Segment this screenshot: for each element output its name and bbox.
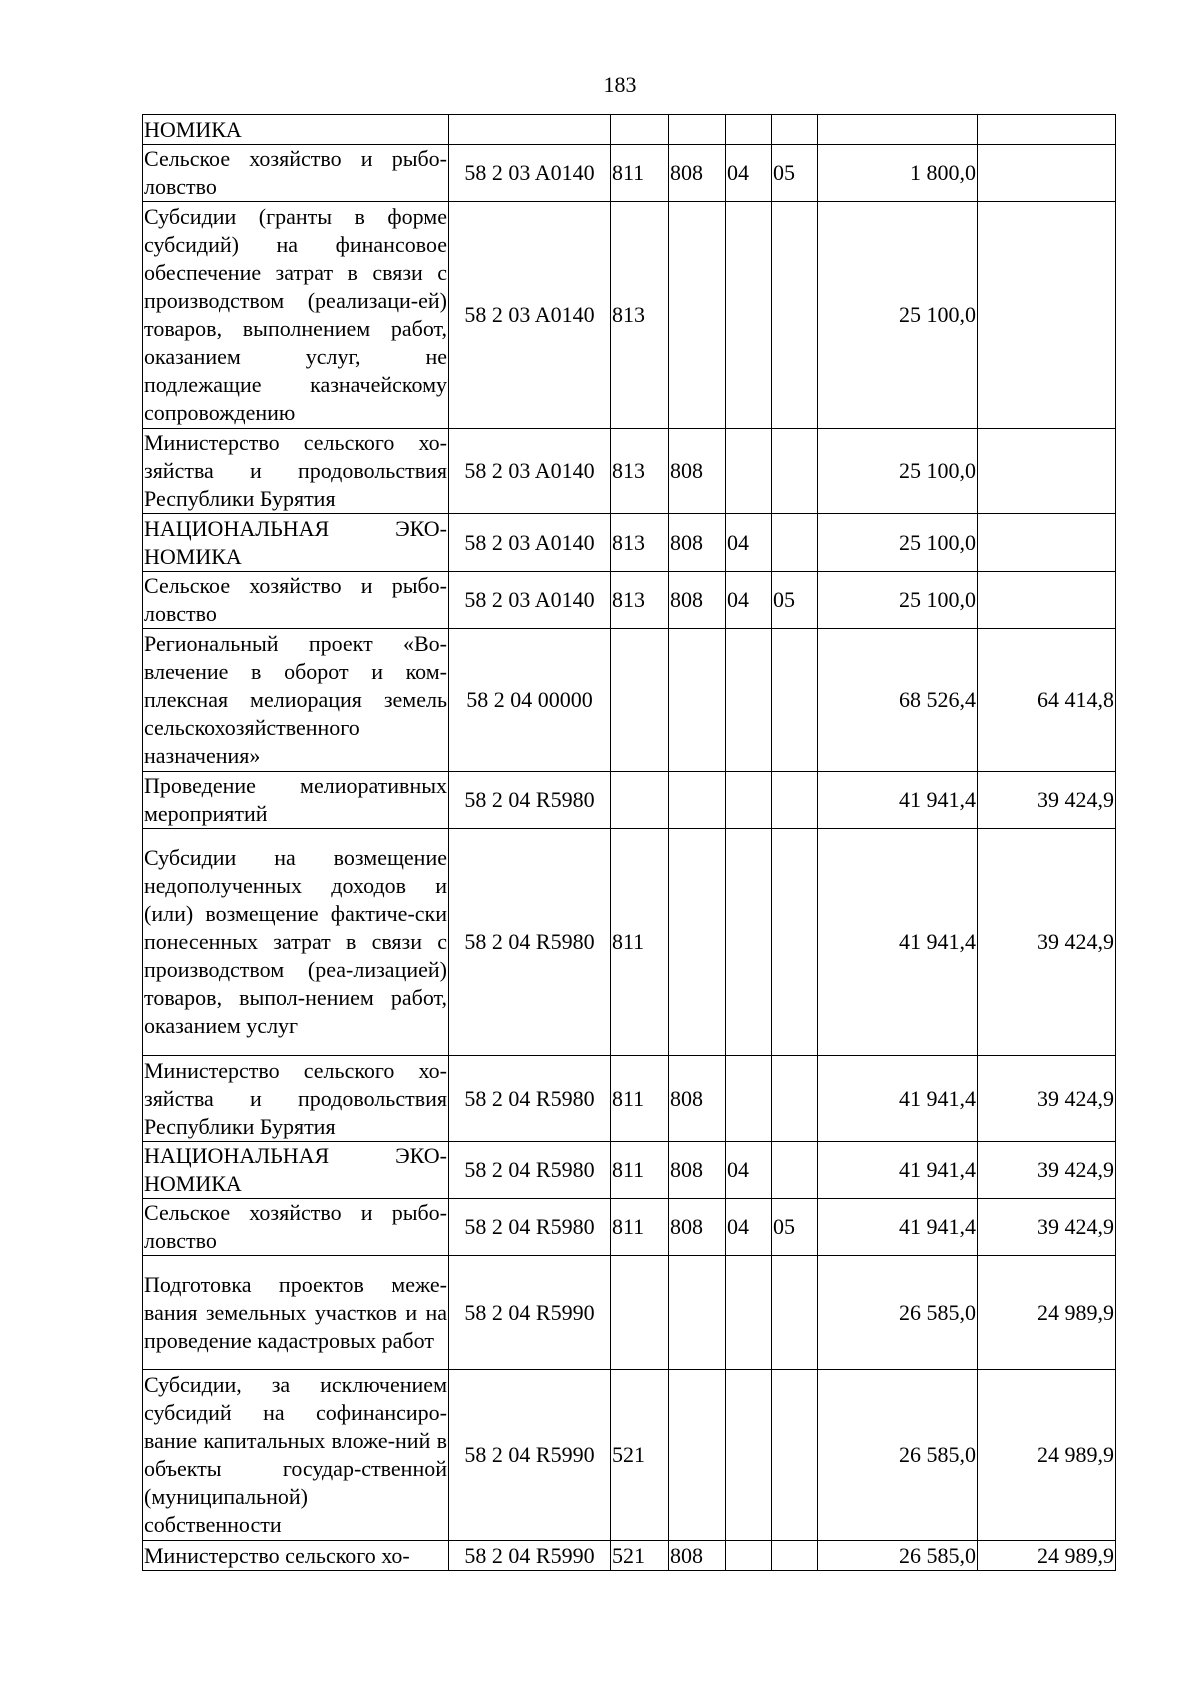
cell-subsection bbox=[772, 1056, 818, 1142]
cell-administrator bbox=[669, 629, 726, 772]
cell-target-article: 58 2 04 R5980 bbox=[449, 772, 611, 829]
cell-target-article: 58 2 03 A0140 bbox=[449, 514, 611, 572]
cell-name: Сельское хозяйство и рыбо-ловство bbox=[143, 145, 449, 202]
cell-amount-2 bbox=[978, 115, 1116, 145]
cell-expense-type: 811 bbox=[611, 1142, 669, 1199]
cell-target-article: 58 2 04 R5990 bbox=[449, 1256, 611, 1370]
cell-administrator: 808 bbox=[669, 1541, 726, 1571]
table-row bbox=[143, 1056, 1116, 1142]
cell-target-article: 58 2 04 R5990 bbox=[449, 1370, 611, 1541]
cell-expense-type: 813 bbox=[611, 429, 669, 514]
cell-section bbox=[726, 1370, 772, 1541]
cell-subsection bbox=[772, 1541, 818, 1571]
cell-amount-2: 39 424,9 bbox=[978, 1056, 1116, 1142]
cell-name: Субсидии (гранты в форме субсидий) на финансовое обеспечение затрат в связи с производством (реализаци-ей) товаров, выполнением работ, оказанием услуг, не подлежащие казначейскому сопровождению bbox=[143, 202, 449, 429]
table-row bbox=[143, 1370, 1116, 1541]
cell-amount-1: 68 526,4 bbox=[818, 629, 978, 772]
cell-name: Министерство сельского хо-зяйства и продовольствия Республики Бурятия bbox=[143, 1056, 449, 1142]
cell-amount-1: 26 585,0 bbox=[818, 1541, 978, 1571]
table-row bbox=[143, 1541, 1116, 1571]
cell-administrator: 808 bbox=[669, 1142, 726, 1199]
table-row bbox=[143, 115, 1116, 145]
cell-name: НАЦИОНАЛЬНАЯ ЭКО-НОМИКА bbox=[143, 514, 449, 572]
table-body bbox=[143, 115, 1116, 1571]
cell-subsection bbox=[772, 115, 818, 145]
cell-expense-type: 811 bbox=[611, 829, 669, 1056]
cell-expense-type: 811 bbox=[611, 1056, 669, 1142]
cell-subsection bbox=[772, 829, 818, 1056]
cell-amount-1: 41 941,4 bbox=[818, 772, 978, 829]
cell-subsection bbox=[772, 1256, 818, 1370]
cell-expense-type: 813 bbox=[611, 202, 669, 429]
cell-administrator: 808 bbox=[669, 514, 726, 572]
cell-section: 04 bbox=[726, 572, 772, 629]
cell-target-article: 58 2 03 A0140 bbox=[449, 429, 611, 514]
cell-expense-type bbox=[611, 772, 669, 829]
cell-section bbox=[726, 629, 772, 772]
cell-expense-type bbox=[611, 115, 669, 145]
cell-section: 04 bbox=[726, 514, 772, 572]
cell-expense-type: 813 bbox=[611, 572, 669, 629]
cell-target-article: 58 2 04 00000 bbox=[449, 629, 611, 772]
cell-name: Субсидии на возмещение недополученных доходов и (или) возмещение фактиче-ски понесенных затрат в связи с производством (реа-лизацией) товаров, выпол-нением работ, оказанием услуг bbox=[143, 829, 449, 1056]
table-row bbox=[143, 145, 1116, 202]
cell-section bbox=[726, 115, 772, 145]
cell-expense-type: 521 bbox=[611, 1370, 669, 1541]
cell-target-article: 58 2 04 R5980 bbox=[449, 1199, 611, 1256]
cell-section bbox=[726, 1541, 772, 1571]
cell-amount-2: 24 989,9 bbox=[978, 1370, 1116, 1541]
cell-name: Проведение мелиоративных мероприятий bbox=[143, 772, 449, 829]
table-row bbox=[143, 772, 1116, 829]
cell-administrator: 808 bbox=[669, 1056, 726, 1142]
cell-administrator bbox=[669, 202, 726, 429]
cell-amount-2: 39 424,9 bbox=[978, 772, 1116, 829]
cell-name: НОМИКА bbox=[143, 115, 449, 145]
cell-amount-1: 41 941,4 bbox=[818, 1056, 978, 1142]
cell-target-article: 58 2 04 R5980 bbox=[449, 829, 611, 1056]
cell-target-article: 58 2 03 A0140 bbox=[449, 145, 611, 202]
cell-amount-1: 25 100,0 bbox=[818, 572, 978, 629]
table-row bbox=[143, 429, 1116, 514]
table-row bbox=[143, 1199, 1116, 1256]
cell-section: 04 bbox=[726, 145, 772, 202]
cell-amount-2: 24 989,9 bbox=[978, 1541, 1116, 1571]
cell-expense-type: 813 bbox=[611, 514, 669, 572]
cell-name: НАЦИОНАЛЬНАЯ ЭКО-НОМИКА bbox=[143, 1142, 449, 1199]
cell-amount-2: 39 424,9 bbox=[978, 1142, 1116, 1199]
cell-amount-2 bbox=[978, 429, 1116, 514]
cell-amount-1: 41 941,4 bbox=[818, 1142, 978, 1199]
cell-expense-type bbox=[611, 629, 669, 772]
cell-expense-type: 811 bbox=[611, 145, 669, 202]
cell-amount-1: 25 100,0 bbox=[818, 429, 978, 514]
cell-expense-type: 811 bbox=[611, 1199, 669, 1256]
cell-amount-2: 39 424,9 bbox=[978, 829, 1116, 1056]
cell-name: Сельское хозяйство и рыбо-ловство bbox=[143, 1199, 449, 1256]
cell-section bbox=[726, 829, 772, 1056]
cell-name: Подготовка проектов меже-вания земельных участков и на проведение кадастровых работ bbox=[143, 1256, 449, 1370]
cell-subsection bbox=[772, 1142, 818, 1199]
cell-administrator: 808 bbox=[669, 145, 726, 202]
table-row bbox=[143, 1256, 1116, 1370]
cell-name: Субсидии, за исключением субсидий на софинансиро-вание капитальных вложе-ний в объекты государ-ственной (муниципальной) собственности bbox=[143, 1370, 449, 1541]
cell-subsection bbox=[772, 629, 818, 772]
cell-amount-1: 26 585,0 bbox=[818, 1256, 978, 1370]
cell-section bbox=[726, 1256, 772, 1370]
cell-subsection bbox=[772, 429, 818, 514]
cell-target-article bbox=[449, 115, 611, 145]
cell-subsection bbox=[772, 772, 818, 829]
cell-section bbox=[726, 772, 772, 829]
page-number: 183 bbox=[603, 72, 637, 97]
cell-subsection bbox=[772, 202, 818, 429]
table-row bbox=[143, 202, 1116, 429]
cell-administrator: 808 bbox=[669, 1199, 726, 1256]
cell-target-article: 58 2 04 R5980 bbox=[449, 1142, 611, 1199]
cell-administrator bbox=[669, 772, 726, 829]
cell-amount-1: 25 100,0 bbox=[818, 514, 978, 572]
cell-target-article: 58 2 04 R5990 bbox=[449, 1541, 611, 1571]
cell-expense-type: 521 bbox=[611, 1541, 669, 1571]
cell-name: Региональный проект «Во-влечение в оборот и ком-плексная мелиорация земель сельскохозяйственного назначения» bbox=[143, 629, 449, 772]
cell-amount-1: 1 800,0 bbox=[818, 145, 978, 202]
cell-administrator: 808 bbox=[669, 429, 726, 514]
cell-administrator bbox=[669, 829, 726, 1056]
cell-amount-2: 24 989,9 bbox=[978, 1256, 1116, 1370]
cell-amount-2: 64 414,8 bbox=[978, 629, 1116, 772]
cell-amount-2 bbox=[978, 514, 1116, 572]
cell-amount-2: 39 424,9 bbox=[978, 1199, 1116, 1256]
cell-expense-type bbox=[611, 1256, 669, 1370]
cell-amount-1: 41 941,4 bbox=[818, 829, 978, 1056]
table-row bbox=[143, 1142, 1116, 1199]
cell-target-article: 58 2 03 A0140 bbox=[449, 572, 611, 629]
cell-administrator: 808 bbox=[669, 572, 726, 629]
cell-subsection: 05 bbox=[772, 145, 818, 202]
cell-section bbox=[726, 429, 772, 514]
cell-amount-1: 41 941,4 bbox=[818, 1199, 978, 1256]
cell-amount-1: 25 100,0 bbox=[818, 202, 978, 429]
cell-subsection bbox=[772, 1370, 818, 1541]
cell-section: 04 bbox=[726, 1142, 772, 1199]
cell-section bbox=[726, 202, 772, 429]
cell-amount-1: 26 585,0 bbox=[818, 1370, 978, 1541]
cell-name: Министерство сельского хо- bbox=[143, 1541, 449, 1571]
cell-administrator bbox=[669, 1256, 726, 1370]
cell-subsection bbox=[772, 514, 818, 572]
budget-table bbox=[142, 114, 1116, 1571]
cell-subsection: 05 bbox=[772, 572, 818, 629]
cell-name: Министерство сельского хо-зяйства и продовольствия Республики Бурятия bbox=[143, 429, 449, 514]
table-row bbox=[143, 829, 1116, 1056]
table-row bbox=[143, 514, 1116, 572]
cell-section bbox=[726, 1056, 772, 1142]
cell-administrator bbox=[669, 1370, 726, 1541]
table-row bbox=[143, 572, 1116, 629]
cell-target-article: 58 2 04 R5980 bbox=[449, 1056, 611, 1142]
cell-target-article: 58 2 03 A0140 bbox=[449, 202, 611, 429]
cell-amount-1 bbox=[818, 115, 978, 145]
cell-subsection: 05 bbox=[772, 1199, 818, 1256]
cell-name: Сельское хозяйство и рыбо-ловство bbox=[143, 572, 449, 629]
table-row bbox=[143, 629, 1116, 772]
cell-amount-2 bbox=[978, 572, 1116, 629]
cell-amount-2 bbox=[978, 202, 1116, 429]
cell-administrator bbox=[669, 115, 726, 145]
cell-amount-2 bbox=[978, 145, 1116, 202]
cell-section: 04 bbox=[726, 1199, 772, 1256]
